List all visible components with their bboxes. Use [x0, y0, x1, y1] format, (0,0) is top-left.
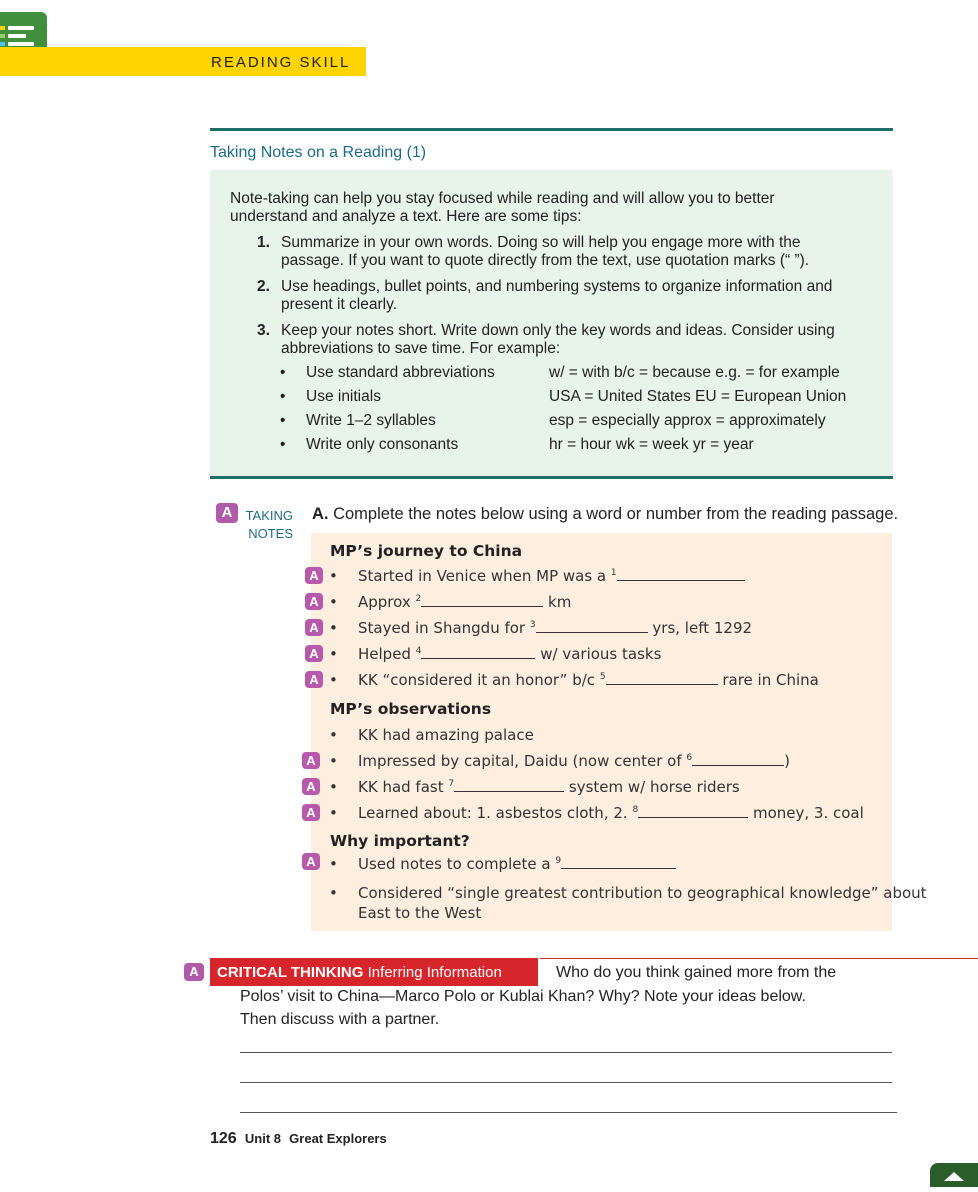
answer-a-icon[interactable]: A: [305, 645, 323, 662]
activity-instruction-text: Complete the notes below using a word or number from the reading passage.: [333, 505, 899, 523]
unit-label: Unit 8: [244, 1131, 281, 1146]
critical-thinking-label: [217, 964, 502, 981]
notes-heading: Why important?: [330, 832, 470, 850]
note-item: Impressed by capital, Daidu (now center of $^6$ ): [358, 752, 790, 770]
note-item: East to the West: [358, 904, 482, 922]
answer-a-icon[interactable]: A: [302, 853, 320, 870]
note-item: KK had fast $^7$ system w/ horse riders: [358, 778, 740, 796]
answer-a-icon[interactable]: A: [305, 567, 323, 584]
answer-a-icon[interactable]: A: [305, 593, 323, 610]
taking-notes-label: [243, 507, 293, 543]
answer-blank-4[interactable]: [421, 646, 535, 659]
menu-dot: [0, 42, 5, 46]
answer-a-icon[interactable]: A: [302, 804, 320, 821]
note-bullet: •: [329, 855, 338, 873]
note-item: Used notes to complete a $^9$: [358, 855, 676, 873]
abbr-example: USA = United States EU = European Union: [549, 388, 847, 405]
note-item: Approx $^2$ km: [358, 593, 572, 611]
answer-blank-9[interactable]: [561, 856, 676, 869]
note-item: Stayed in Shangdu for $^3$ yrs, left 1292: [358, 619, 753, 637]
abbr-bullet: •: [280, 436, 286, 453]
notes-heading: MP’s observations: [330, 700, 492, 718]
note-item: Started in Venice when MP was a $^1$: [358, 567, 745, 585]
answer-a-icon[interactable]: A: [302, 778, 320, 795]
note-bullet: •: [329, 645, 338, 663]
menu-dot: [0, 26, 5, 30]
answer-write-line[interactable]: [240, 1052, 892, 1053]
menu-bar: [8, 42, 34, 46]
note-bullet: •: [329, 726, 338, 744]
note-bullet: •: [329, 804, 338, 822]
note-bullet: •: [329, 593, 338, 611]
activity-letter: A.: [312, 505, 329, 523]
activity-instruction: [312, 505, 898, 524]
answer-blank-6[interactable]: [692, 753, 784, 766]
note-bullet: •: [329, 671, 338, 689]
note-bullet: •: [329, 619, 338, 637]
answer-write-line[interactable]: [240, 1112, 897, 1113]
answer-write-line[interactable]: [240, 1082, 892, 1083]
abbr-example: esp = especially approx = approximately: [549, 412, 826, 429]
answer-a-icon[interactable]: A: [305, 671, 323, 688]
tip-text: Summarize in your own words. Doing so will help you engage more with the: [281, 234, 801, 251]
critical-thinking-a-icon[interactable]: A: [184, 963, 204, 981]
unit-title: Great Explorers: [289, 1131, 387, 1146]
arrow-up-icon: [930, 1163, 978, 1187]
activity-a-icon[interactable]: A: [216, 503, 238, 523]
answer-blank-2[interactable]: [421, 594, 543, 607]
notes-heading: MP’s journey to China: [330, 542, 523, 560]
note-bullet: •: [329, 752, 338, 770]
abbr-example: w/ = with b/c = because e.g. = for example: [549, 364, 840, 381]
section-top-rule: [210, 128, 893, 131]
tip-number: 2.: [257, 278, 270, 295]
menu-bar: [8, 34, 26, 38]
note-bullet: •: [329, 567, 338, 585]
tip-text: abbreviations to save time. For example:: [281, 340, 561, 357]
abbr-label: Use initials: [306, 388, 381, 405]
page-footer: [210, 1130, 387, 1148]
abbr-bullet: •: [280, 364, 286, 381]
answer-blank-3[interactable]: [536, 620, 648, 633]
abbr-bullet: •: [280, 388, 286, 405]
taking-notes-line: TAKING: [245, 508, 293, 523]
intro-text-line: understand and analyze a text. Here are some tips:: [230, 208, 582, 225]
critical-thinking-subtitle: Inferring Information: [367, 964, 502, 981]
abbr-label: Write only consonants: [306, 436, 459, 453]
answer-a-icon[interactable]: A: [302, 752, 320, 769]
critical-thinking-question: Polos’ visit to China—Marco Polo or Kublai Khan? Why? Note your ideas below.: [240, 988, 806, 1005]
tip-text: present it clearly.: [281, 296, 398, 313]
note-item: Learned about: 1. asbestos cloth, 2. $^8$ money, 3. coal: [358, 804, 864, 822]
menu-bar: [8, 26, 34, 30]
abbr-label: Write 1–2 syllables: [306, 412, 436, 429]
abbr-label: Use standard abbreviations: [306, 364, 495, 381]
critical-thinking-rule: [540, 958, 978, 959]
note-item: KK “considered it an honor” b/c $^5$ rare in China: [358, 671, 819, 689]
reading-skill-label: READING SKILL: [211, 54, 351, 71]
abbr-example: hr = hour wk = week yr = year: [549, 436, 754, 453]
answer-blank-8[interactable]: [638, 805, 748, 818]
intro-text-line: Note-taking can help you stay focused while reading and will allow you to better: [230, 190, 775, 207]
abbr-bullet: •: [280, 412, 286, 429]
note-item: Helped $^4$ w/ various tasks: [358, 645, 662, 663]
section-title: Taking Notes on a Reading (1): [210, 144, 427, 161]
menu-dot: [0, 34, 5, 38]
tip-text: passage. If you want to quote directly from the text, use quotation marks (“ ”).: [281, 252, 810, 269]
tip-text: Use headings, bullet points, and numbering systems to organize information and: [281, 278, 833, 295]
page-number: 126: [210, 1130, 237, 1147]
taking-notes-line: NOTES: [248, 526, 293, 541]
note-item: Considered “single greatest contribution to geographical knowledge” about: [358, 884, 927, 902]
scroll-top-button[interactable]: [930, 1163, 978, 1187]
note-bullet: •: [329, 884, 338, 902]
note-bullet: •: [329, 778, 338, 796]
answer-blank-5[interactable]: [606, 672, 718, 685]
answer-a-icon[interactable]: A: [305, 619, 323, 636]
critical-thinking-question: Then discuss with a partner.: [240, 1011, 440, 1028]
note-item: KK had amazing palace: [358, 726, 534, 744]
tip-text: Keep your notes short. Write down only the key words and ideas. Consider using: [281, 322, 835, 339]
critical-thinking-title: CRITICAL THINKING: [217, 964, 364, 981]
tip-number: 3.: [257, 322, 270, 339]
tip-number: 1.: [257, 234, 270, 251]
critical-thinking-question: Who do you think gained more from the: [556, 964, 837, 981]
answer-blank-1[interactable]: [617, 568, 745, 581]
answer-blank-7[interactable]: [454, 779, 564, 792]
